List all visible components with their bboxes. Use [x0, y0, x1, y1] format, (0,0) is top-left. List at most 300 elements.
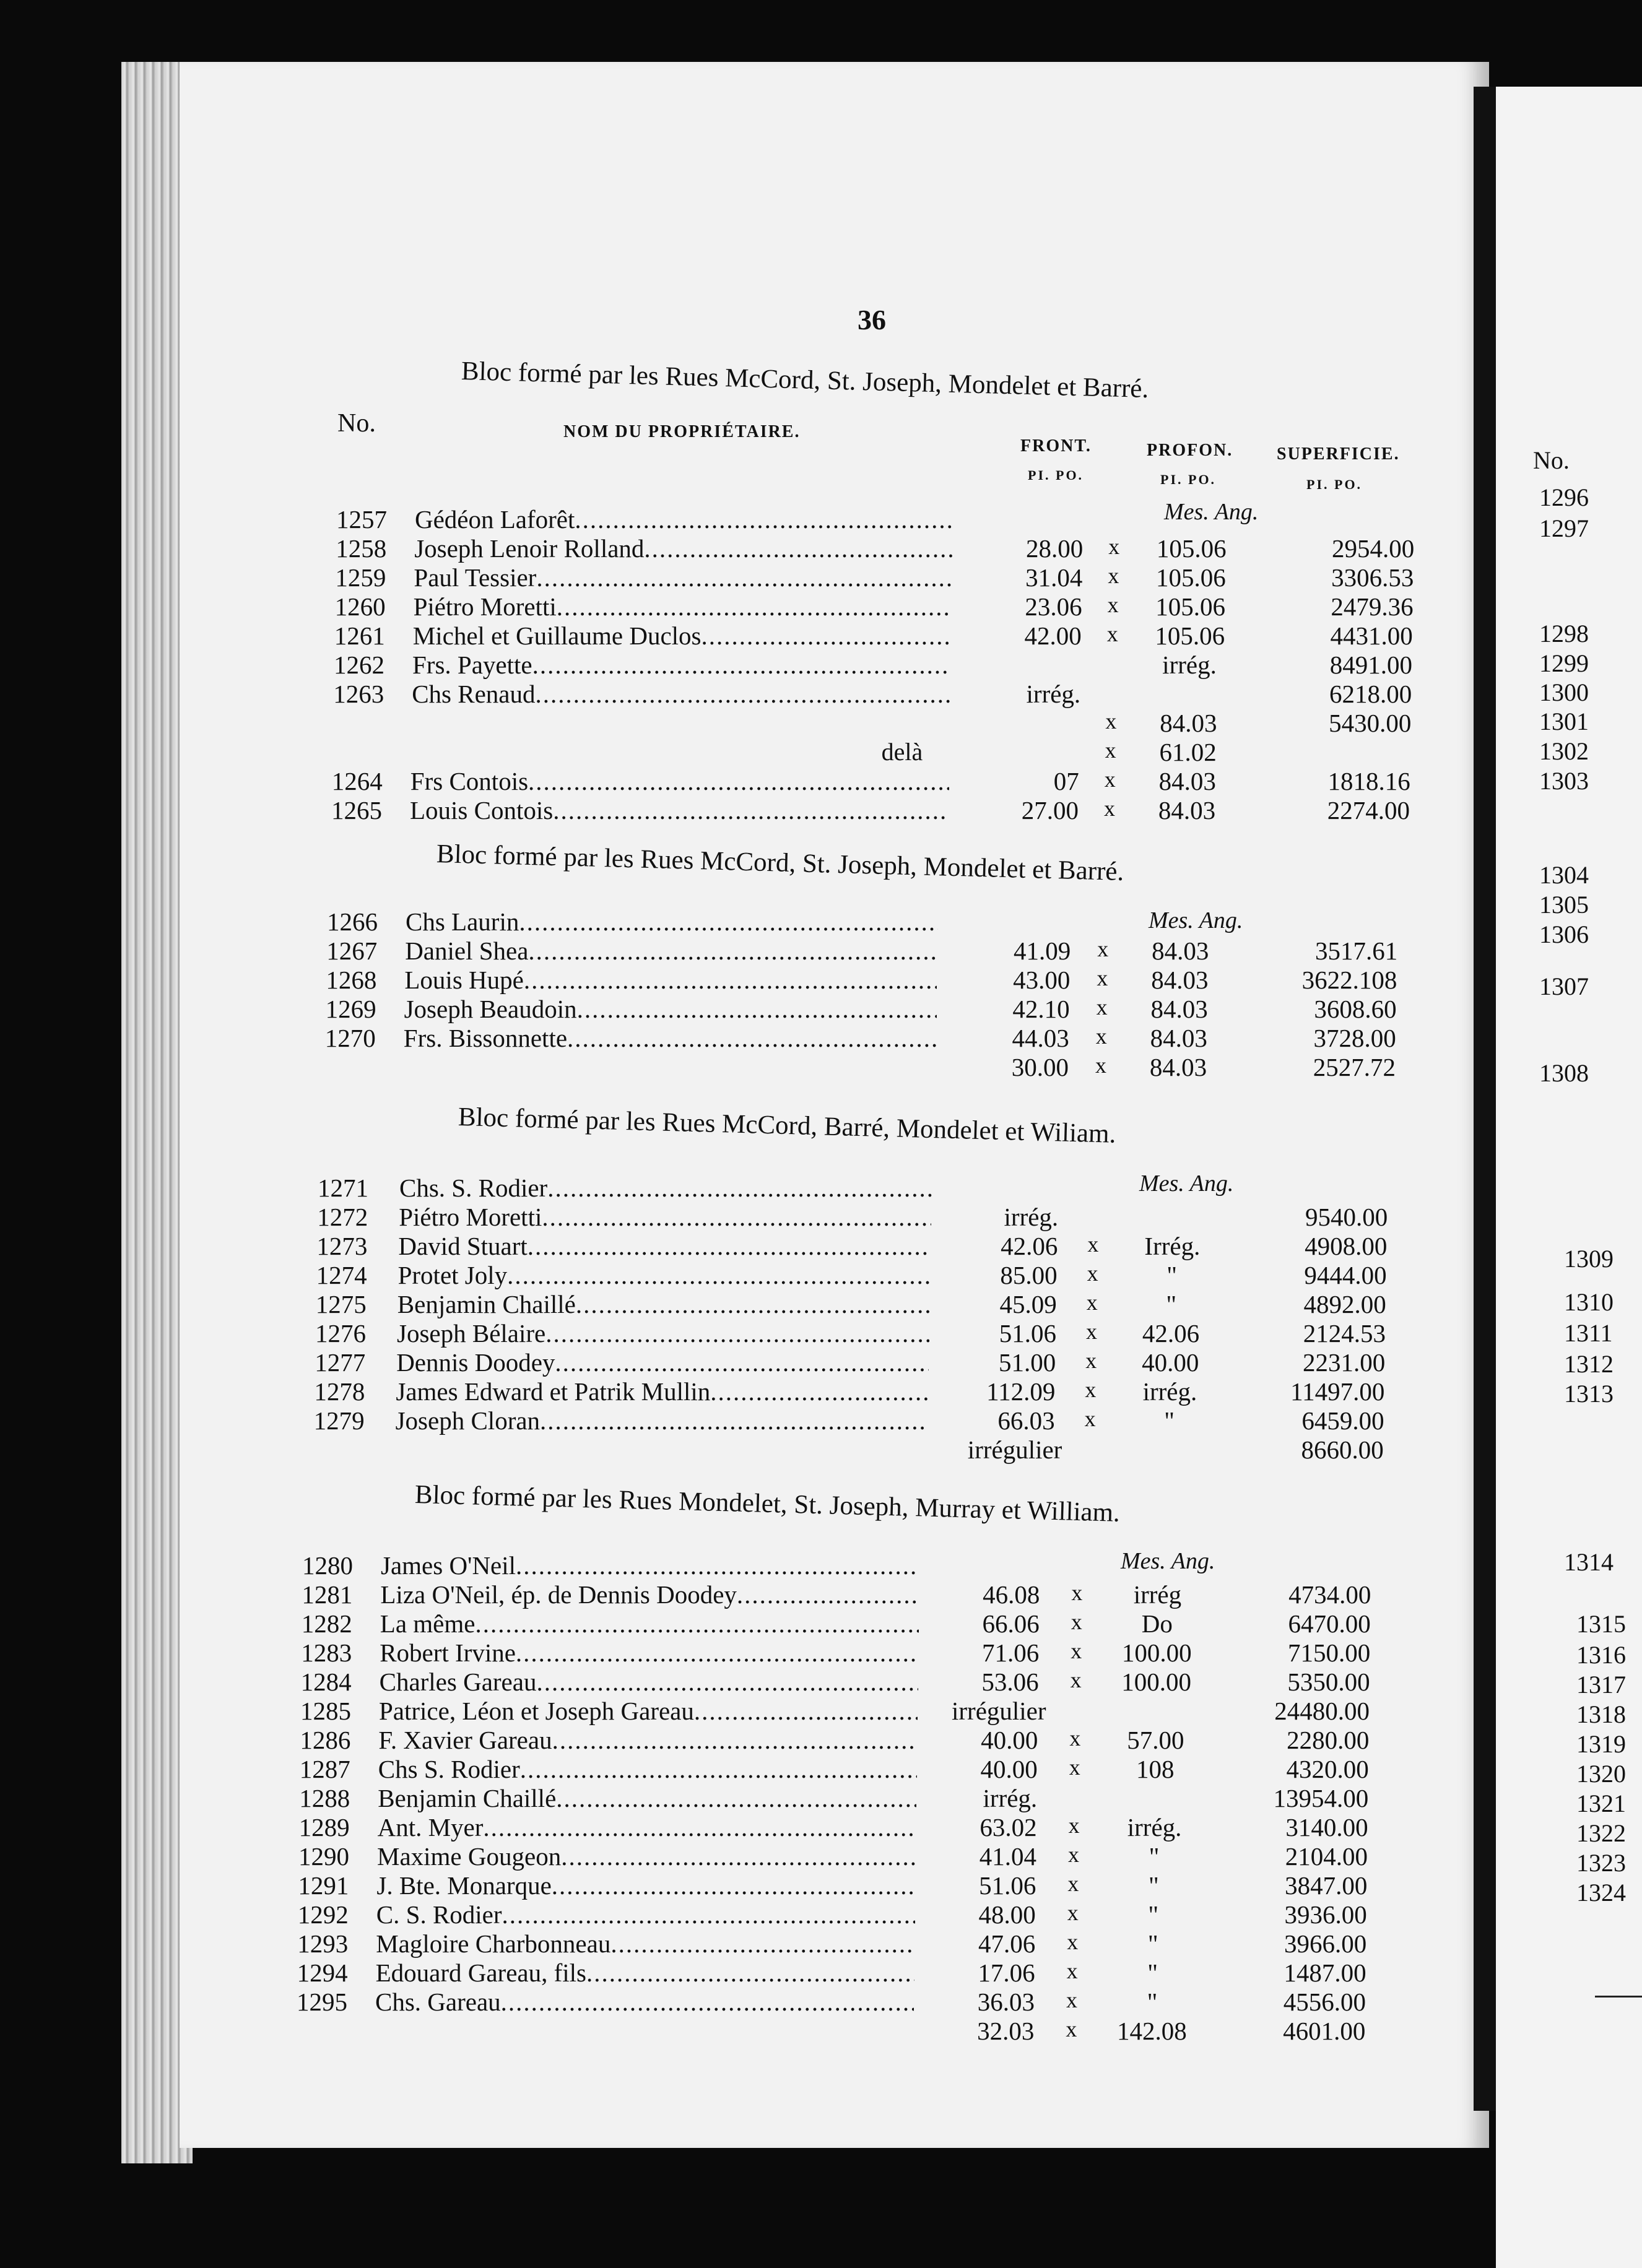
times-sign: x — [1066, 2017, 1077, 2041]
lot-number: 1280 — [302, 1551, 353, 1580]
owner-name: Frs. Bissonnette ..... — [404, 1023, 936, 1053]
lot-number: 1285 — [300, 1697, 351, 1725]
front-value: 51.00 — [998, 1348, 1056, 1377]
lot-number: 1289 — [298, 1813, 350, 1842]
facing-lot-number: 1316 — [1576, 1641, 1626, 1669]
area-value: 9444.00 — [1304, 1261, 1387, 1289]
area-value: 6459.00 — [1301, 1406, 1384, 1435]
times-sign: x — [1085, 1377, 1097, 1402]
owner-name: Joseph Cloran ..... — [396, 1406, 928, 1435]
table-row — [0, 1842, 1486, 1871]
owner-name: Benjamin Chaillé ..... — [397, 1289, 930, 1319]
area-value: 6218.00 — [1329, 680, 1412, 708]
front-value: irrég. — [1004, 1203, 1059, 1231]
front-value: 45.09 — [999, 1290, 1057, 1318]
area-value: 2231.00 — [1302, 1348, 1386, 1377]
times-sign: x — [1087, 1261, 1098, 1286]
col-unit-front: PI. PO. — [1028, 467, 1084, 483]
depth-value: 84.03 — [1160, 709, 1217, 737]
times-sign: x — [1087, 1232, 1099, 1257]
area-value: 7150.00 — [1287, 1638, 1371, 1667]
times-sign: x — [1106, 621, 1118, 646]
facing-lot-number: 1306 — [1539, 920, 1589, 948]
table-row — [0, 1929, 1486, 1958]
lot-number: 1265 — [331, 796, 382, 825]
times-sign: x — [1105, 738, 1116, 763]
depth-value: 84.03 — [1158, 767, 1216, 795]
table-row — [0, 766, 1486, 795]
owner-name: Chs S. Rodier ..... — [378, 1754, 917, 1784]
area-value: 1818.16 — [1327, 767, 1410, 795]
front-value: irrég. — [1026, 680, 1081, 708]
facing-lot-number: 1322 — [1576, 1819, 1626, 1847]
table-row — [0, 1696, 1486, 1725]
owner-name: Joseph Lenoir Rolland ..... — [414, 534, 953, 563]
times-sign: x — [1066, 1988, 1077, 2012]
owner-name: Dennis Doodey ..... — [396, 1348, 929, 1377]
table-row — [0, 1987, 1486, 2016]
owner-name: F. Xavier Gareau ..... — [378, 1725, 917, 1755]
facing-lot-number: 1296 — [1539, 483, 1589, 511]
front-value: 42.06 — [1001, 1232, 1058, 1260]
front-value: 42.00 — [1024, 621, 1082, 650]
measure-header: Mes. Ang. — [1164, 499, 1259, 525]
table-row — [0, 1348, 1486, 1377]
front-value: 40.00 — [981, 1726, 1038, 1754]
owner-name: Chs. Gareau ..... — [375, 1987, 914, 2017]
depth-value: " — [1147, 1929, 1158, 1958]
facing-lot-number: 1318 — [1576, 1700, 1626, 1728]
area-value: 13954.00 — [1273, 1784, 1369, 1812]
times-sign: x — [1086, 1290, 1098, 1315]
lot-number: 1286 — [300, 1726, 351, 1754]
block-title: Bloc formé par les Rues McCord, St. Joseph, Mondelet et Barré. — [436, 839, 1124, 887]
facing-lot-number: 1315 — [1576, 1610, 1626, 1638]
area-value: 3728.00 — [1313, 1024, 1396, 1052]
area-value: 1487.00 — [1284, 1959, 1366, 1987]
front-value: 112.09 — [986, 1377, 1056, 1406]
owner-name: Patrice, Léon et Joseph Gareau ..... — [379, 1696, 918, 1726]
table-row — [0, 1900, 1486, 1929]
page-number: 36 — [858, 304, 886, 335]
owner-name: Chs Renaud ..... — [412, 679, 950, 709]
depth-value: 42.06 — [1142, 1319, 1200, 1348]
lot-number: 1257 — [336, 505, 387, 534]
lot-number: 1273 — [316, 1232, 368, 1260]
facing-lot-number: 1323 — [1576, 1849, 1626, 1877]
table-row — [0, 504, 1486, 534]
area-value: 5350.00 — [1287, 1668, 1370, 1696]
front-value: irrégulier — [952, 1697, 1046, 1725]
facing-lot-number: 1324 — [1576, 1879, 1626, 1907]
area-value: 11497.00 — [1290, 1377, 1385, 1406]
front-value: 43.00 — [1013, 966, 1071, 994]
table-row — [0, 1812, 1486, 1842]
facing-rule — [1595, 1996, 1642, 1997]
area-value: 2280.00 — [1287, 1726, 1370, 1754]
times-sign: x — [1108, 534, 1120, 559]
facing-lot-number: 1302 — [1539, 737, 1589, 765]
table-row — [0, 534, 1486, 563]
owner-name: Protet Joly ..... — [398, 1260, 931, 1290]
front-value: 48.00 — [978, 1900, 1036, 1929]
lot-number: 1277 — [315, 1348, 366, 1377]
area-value: 9540.00 — [1305, 1203, 1388, 1231]
lot-number: 1271 — [318, 1174, 368, 1202]
times-sign: x — [1096, 995, 1108, 1019]
area-value: 3936.00 — [1284, 1900, 1367, 1929]
depth-value: " — [1148, 1900, 1159, 1929]
lot-number: 1258 — [336, 534, 387, 563]
facing-no-label: No. — [1533, 446, 1570, 474]
area-value: 4601.00 — [1283, 2017, 1366, 2045]
times-sign: x — [1095, 1024, 1107, 1049]
times-sign: x — [1068, 1842, 1079, 1867]
front-value: 66.03 — [997, 1406, 1055, 1435]
times-sign: x — [1086, 1319, 1097, 1344]
owner-name: James O'Neil ..... — [381, 1551, 919, 1580]
facing-lot-number: 1313 — [1564, 1380, 1614, 1408]
depth-value: 57.00 — [1127, 1726, 1184, 1754]
owner-name: Piétro Moretti ..... — [399, 1202, 931, 1232]
area-value: 4734.00 — [1288, 1580, 1371, 1609]
area-value: 4556.00 — [1283, 1988, 1366, 2016]
lot-number: 1262 — [334, 651, 384, 679]
facing-lot-number: 1317 — [1576, 1671, 1626, 1699]
front-value: 46.08 — [983, 1580, 1040, 1609]
table-row — [0, 994, 1486, 1023]
front-value: 51.06 — [979, 1871, 1036, 1900]
area-value: 8491.00 — [1329, 651, 1412, 679]
facing-lot-number: 1307 — [1539, 972, 1589, 1000]
facing-lot-number: 1310 — [1564, 1288, 1614, 1316]
depth-value: 84.03 — [1150, 1024, 1207, 1052]
table-row — [0, 1377, 1486, 1406]
table-row — [0, 563, 1486, 592]
depth-value: 105.06 — [1156, 563, 1226, 592]
owner-name: Daniel Shea ..... — [405, 936, 937, 966]
owner-name: Robert Irvine ..... — [380, 1638, 918, 1668]
times-sign: x — [1104, 767, 1116, 792]
lot-number: 1269 — [325, 995, 376, 1023]
depth-value: " — [1147, 1988, 1158, 2016]
area-value: 2274.00 — [1327, 796, 1410, 825]
area-value: 4320.00 — [1286, 1755, 1369, 1783]
times-sign: x — [1095, 1053, 1106, 1078]
area-value: 3306.53 — [1331, 563, 1414, 592]
table-row — [0, 1435, 1486, 1464]
front-value: 23.06 — [1025, 592, 1082, 621]
area-value: 8660.00 — [1301, 1435, 1384, 1464]
depth-value: 105.06 — [1155, 592, 1225, 621]
table-row — [0, 1173, 1486, 1202]
owner-name: Edouard Gareau, fils ..... — [376, 1958, 914, 1988]
lot-number: 1295 — [297, 1988, 347, 2016]
depth-value: 105.06 — [1156, 534, 1227, 563]
front-value: 47.06 — [978, 1929, 1036, 1958]
table-row — [0, 1260, 1486, 1289]
times-sign: x — [1067, 1871, 1079, 1896]
depth-value: 84.03 — [1151, 966, 1209, 994]
lot-number: 1266 — [327, 907, 378, 936]
owner-name: Piétro Moretti ..... — [414, 592, 952, 621]
lot-number: 1288 — [299, 1784, 350, 1812]
owner-name: Charles Gareau ..... — [380, 1667, 918, 1697]
front-value: 85.00 — [1000, 1261, 1058, 1289]
owner-name: Gédéon Laforêt ..... — [415, 504, 953, 534]
table-row — [0, 621, 1486, 650]
area-value: 5430.00 — [1329, 709, 1412, 737]
area-value: 2954.00 — [1331, 534, 1415, 563]
lot-number: 1290 — [298, 1842, 349, 1871]
depth-value: " — [1149, 1871, 1159, 1900]
depth-value: 84.03 — [1158, 796, 1216, 825]
front-value: 53.06 — [981, 1668, 1039, 1696]
lot-number: 1261 — [334, 621, 385, 650]
depth-value: 84.03 — [1149, 1053, 1207, 1081]
front-value: 40.00 — [980, 1755, 1038, 1783]
block-title: Bloc formé par les Rues McCord, St. Joseph, Mondelet et Barré. — [461, 357, 1149, 404]
col-header-front: FRONT. — [1020, 436, 1092, 456]
owner-name: C. S. Rodier ..... — [376, 1900, 915, 1929]
table-row — [0, 1580, 1486, 1609]
facing-lot-number: 1311 — [1564, 1319, 1613, 1347]
times-sign: x — [1066, 1959, 1078, 1983]
table-row — [0, 907, 1486, 936]
owner-name: Magloire Charbonneau ..... — [376, 1929, 914, 1959]
depth-value: 142.08 — [1117, 2017, 1187, 2045]
owner-name: Joseph Beaudoin ..... — [404, 994, 937, 1024]
table-row — [0, 650, 1486, 679]
owner-name: Liza O'Neil, ép. de Dennis Doodey ..... — [380, 1580, 919, 1609]
owner-name: Chs Laurin ..... — [406, 907, 938, 937]
owner-name: La même ..... — [380, 1609, 919, 1638]
owner-name: Louis Contois ..... — [410, 795, 949, 825]
lot-number: 1293 — [297, 1929, 349, 1958]
times-sign: x — [1104, 796, 1115, 821]
lot-number: 1294 — [297, 1959, 348, 1987]
front-value: 28.00 — [1025, 534, 1084, 563]
area-value: 3622.108 — [1301, 966, 1397, 994]
table-row — [0, 708, 1486, 737]
front-value: 31.04 — [1025, 563, 1083, 592]
facing-lot-number: 1314 — [1564, 1548, 1614, 1576]
facing-lot-number: 1304 — [1539, 861, 1589, 889]
depth-value: irrég. — [1142, 1377, 1197, 1406]
lot-number: 1292 — [297, 1900, 349, 1929]
table-row — [0, 1406, 1486, 1435]
area-value: 3966.00 — [1284, 1929, 1367, 1958]
table-row — [0, 1609, 1486, 1638]
col-header-owner: NOM DU PROPRIÉTAIRE. — [563, 422, 801, 441]
table-row — [0, 592, 1486, 621]
front-value: 42.10 — [1012, 995, 1070, 1023]
col-header-superficie: SUPERFICIE. — [1277, 444, 1400, 464]
times-sign: x — [1071, 1638, 1082, 1663]
times-sign: x — [1068, 1813, 1080, 1838]
times-sign: x — [1107, 592, 1119, 617]
area-value: 2124.53 — [1303, 1319, 1386, 1348]
table-row — [0, 1958, 1486, 1987]
owner-name: Paul Tessier ..... — [414, 563, 952, 592]
lot-number: 1276 — [315, 1319, 366, 1348]
area-value: 3517.61 — [1314, 937, 1398, 965]
facing-lot-number: 1301 — [1539, 708, 1589, 735]
lot-number: 1267 — [326, 937, 378, 965]
lot-number: 1282 — [301, 1609, 352, 1638]
depth-value: Irrég. — [1144, 1232, 1201, 1260]
lot-number: 1263 — [333, 680, 384, 708]
area-value: 24480.00 — [1274, 1697, 1370, 1725]
lot-number: 1259 — [335, 563, 386, 592]
times-sign: x — [1097, 966, 1108, 990]
depth-value: " — [1147, 1959, 1158, 1987]
table-row — [0, 1289, 1486, 1318]
lot-number: 1278 — [314, 1377, 365, 1406]
dela-note: delà — [881, 738, 923, 766]
depth-value: 100.00 — [1121, 1668, 1191, 1696]
times-sign: x — [1070, 1668, 1082, 1692]
owner-name: Benjamin Chaillé ..... — [378, 1783, 916, 1813]
lot-number: 1268 — [326, 966, 377, 994]
times-sign: x — [1084, 1406, 1096, 1431]
block-title: Bloc formé par les Rues Mondelet, St. Joseph, Murray et William. — [414, 1480, 1121, 1528]
owner-name: Frs Contois ..... — [410, 766, 949, 796]
area-value: 3847.00 — [1285, 1871, 1368, 1900]
area-value: 3608.60 — [1314, 995, 1397, 1023]
table-row — [0, 1052, 1486, 1081]
front-value: 66.06 — [982, 1609, 1040, 1638]
owner-name: Frs. Payette ..... — [412, 650, 951, 680]
table-row — [0, 1725, 1486, 1754]
front-value: 63.02 — [980, 1813, 1037, 1842]
times-sign: x — [1069, 1755, 1080, 1780]
front-value: 17.06 — [978, 1959, 1035, 1987]
lot-number: 1260 — [334, 592, 386, 621]
depth-value: 105.06 — [1155, 621, 1225, 650]
lot-number: 1272 — [317, 1203, 368, 1231]
area-value: 4892.00 — [1303, 1290, 1386, 1318]
measure-header: Mes. Ang. — [1149, 907, 1243, 933]
table-row — [0, 1231, 1486, 1260]
times-sign: x — [1097, 937, 1109, 961]
owner-name: David Stuart ..... — [398, 1231, 931, 1261]
table-row — [0, 737, 1486, 766]
facing-lot-number: 1309 — [1564, 1245, 1614, 1273]
owner-name: Maxime Gougeon ..... — [377, 1842, 916, 1871]
depth-value: 84.03 — [1152, 937, 1209, 965]
table-row — [0, 965, 1486, 994]
depth-value: irrég. — [1127, 1813, 1182, 1842]
area-value: 3140.00 — [1285, 1813, 1368, 1842]
facing-lot-number: 1303 — [1539, 767, 1589, 795]
table-row — [0, 1783, 1486, 1812]
table-row — [0, 1638, 1486, 1667]
owner-name: Joseph Bélaire ..... — [397, 1318, 929, 1348]
front-value: 41.04 — [979, 1842, 1036, 1871]
lot-number: 1281 — [302, 1580, 353, 1609]
facing-lot-number: 1298 — [1539, 620, 1589, 647]
measure-header: Mes. Ang. — [1121, 1548, 1215, 1574]
facing-lot-number: 1297 — [1539, 514, 1589, 542]
table-row — [0, 936, 1486, 965]
times-sign: x — [1067, 1929, 1079, 1954]
table-row — [0, 1667, 1486, 1696]
front-value: 71.06 — [981, 1638, 1040, 1667]
facing-lot-number: 1320 — [1576, 1760, 1626, 1788]
front-value: 32.03 — [977, 2017, 1035, 2045]
table-row — [0, 679, 1486, 708]
block-title: Bloc formé par les Rues McCord, Barré, Mondelet et Wiliam. — [458, 1102, 1116, 1149]
depth-value: " — [1164, 1406, 1175, 1435]
col-unit-superficie: PI. PO. — [1306, 477, 1363, 492]
owner-name: J. Bte. Monarque ..... — [376, 1871, 915, 1900]
measure-header: Mes. Ang. — [1139, 1171, 1234, 1197]
lot-number: 1264 — [331, 767, 383, 795]
area-value: 2104.00 — [1285, 1842, 1368, 1871]
owner-name: Louis Hupé ..... — [404, 965, 937, 995]
depth-value: 40.00 — [1142, 1348, 1199, 1377]
facing-lot-number: 1321 — [1576, 1790, 1626, 1817]
lot-number: 1274 — [316, 1261, 367, 1289]
lot-number: 1279 — [313, 1406, 365, 1435]
owner-name: James Edward et Patrik Mullin ..... — [396, 1377, 928, 1406]
area-value: 4908.00 — [1305, 1232, 1388, 1260]
col-header-no: No. — [337, 409, 376, 438]
times-sign: x — [1105, 709, 1117, 734]
depth-value: " — [1166, 1261, 1177, 1289]
lot-number: 1270 — [324, 1024, 376, 1052]
lot-number: 1284 — [300, 1668, 352, 1696]
lot-number: 1291 — [298, 1871, 349, 1900]
area-value: 4431.00 — [1330, 621, 1413, 650]
facing-lot-number: 1308 — [1539, 1059, 1589, 1087]
facing-lot-number: 1299 — [1539, 649, 1589, 677]
table-row — [0, 1551, 1486, 1580]
depth-value: " — [1166, 1290, 1177, 1318]
owner-name: Chs. S. Rodier ..... — [399, 1173, 932, 1203]
table-row — [0, 1202, 1486, 1231]
front-value: irrég. — [983, 1784, 1038, 1812]
lot-number: 1287 — [299, 1755, 350, 1783]
front-value: 51.06 — [999, 1319, 1056, 1348]
times-sign: x — [1108, 563, 1119, 588]
col-unit-profon: PI. PO. — [1160, 472, 1217, 487]
facing-lot-number: 1305 — [1539, 891, 1589, 919]
depth-value: irrég — [1133, 1580, 1182, 1609]
table-row — [0, 1318, 1486, 1348]
col-header-profon: PROFON. — [1147, 441, 1233, 460]
depth-value: Do — [1141, 1609, 1173, 1638]
times-sign: x — [1071, 1580, 1083, 1605]
facing-lot-number: 1300 — [1539, 678, 1589, 706]
facing-page-fragment — [1496, 87, 1642, 2268]
times-sign: x — [1067, 1900, 1079, 1925]
facing-lot-number: 1319 — [1576, 1730, 1626, 1758]
facing-lot-number: 1312 — [1564, 1350, 1614, 1378]
depth-value: " — [1149, 1842, 1160, 1871]
area-value: 2527.72 — [1313, 1053, 1396, 1081]
owner-name: Ant. Myer ..... — [378, 1812, 916, 1842]
times-sign: x — [1085, 1348, 1097, 1373]
lot-number: 1275 — [315, 1290, 367, 1318]
owner-name: Michel et Guillaume Duclos ..... — [413, 621, 952, 651]
front-value: 07 — [1053, 767, 1079, 795]
depth-value: irrég. — [1162, 651, 1217, 679]
table-row — [0, 1871, 1486, 1900]
front-value: 44.03 — [1012, 1024, 1069, 1052]
lot-number: 1283 — [301, 1638, 352, 1667]
